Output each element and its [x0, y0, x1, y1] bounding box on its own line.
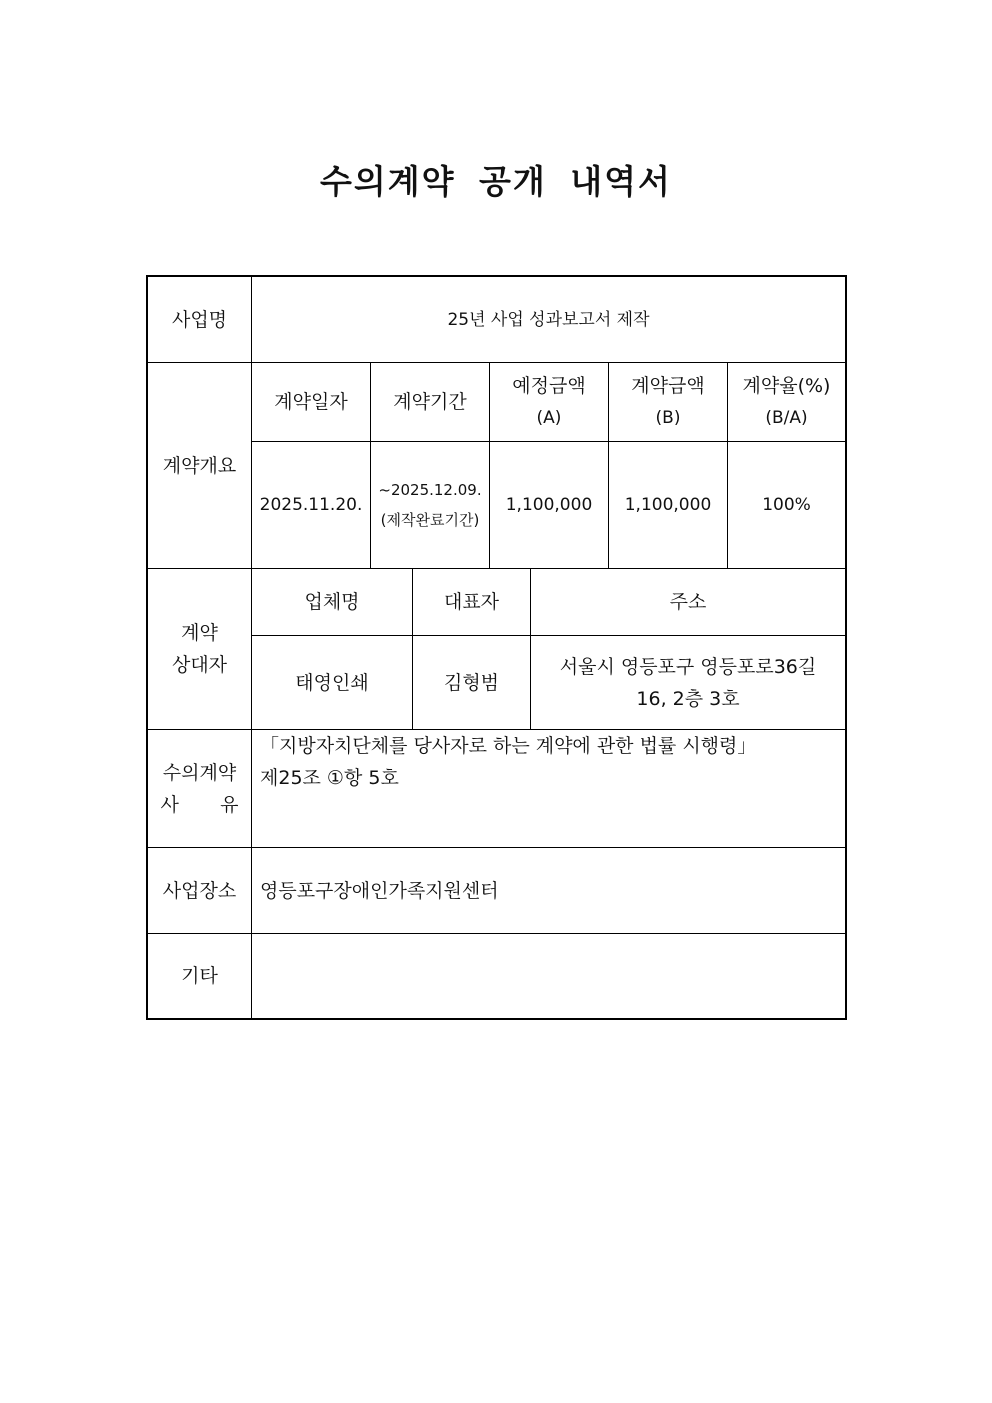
contract-date: 2025.11.20. [259, 495, 363, 515]
counterparty-label: 계약 상대자 [171, 622, 228, 676]
contract-period: ~2025.12.09. (제작완료기간) [378, 481, 482, 529]
header-contract-amount: 계약금액 (B) [631, 375, 705, 428]
document-title: 수의계약 공개 내역서 [320, 162, 672, 201]
header-estimated-amount: 예정금액 (A) [512, 375, 586, 428]
location-value: 영등포구장애인가족지원센터 [260, 879, 499, 902]
header-address: 주소 [669, 591, 707, 613]
representative-name: 김형범 [443, 671, 500, 694]
other-value [252, 934, 845, 1018]
project-label: 사업명 [171, 308, 228, 331]
overview-label: 계약개요 [162, 454, 237, 477]
header-contract-rate: 계약율(%) (B/A) [742, 375, 831, 428]
location-label: 사업장소 [162, 879, 237, 902]
header-contract-period: 계약기간 [393, 391, 467, 413]
reason-text: 「지방자치단체를 당사자로 하는 계약에 관한 법률 시행령」 제25조 ①항 5호 [260, 735, 757, 789]
project-name: 25년 사업 성과보고서 제작 [447, 309, 650, 330]
other-label: 기타 [181, 965, 218, 987]
header-company: 업체명 [304, 591, 360, 613]
header-representative: 대표자 [443, 591, 500, 613]
reason-label: 수의계약 사 유 [160, 761, 239, 816]
header-contract-date: 계약일자 [274, 391, 348, 413]
company-address: 서울시 영등포구 영등포로36길 16, 2층 3호 [559, 655, 817, 710]
company-name: 태영인쇄 [295, 671, 369, 694]
estimated-amount: 1,100,000 [505, 495, 593, 515]
contract-rate: 100% [762, 495, 811, 515]
contract-amount: 1,100,000 [624, 495, 712, 515]
contract-table [146, 275, 847, 1020]
